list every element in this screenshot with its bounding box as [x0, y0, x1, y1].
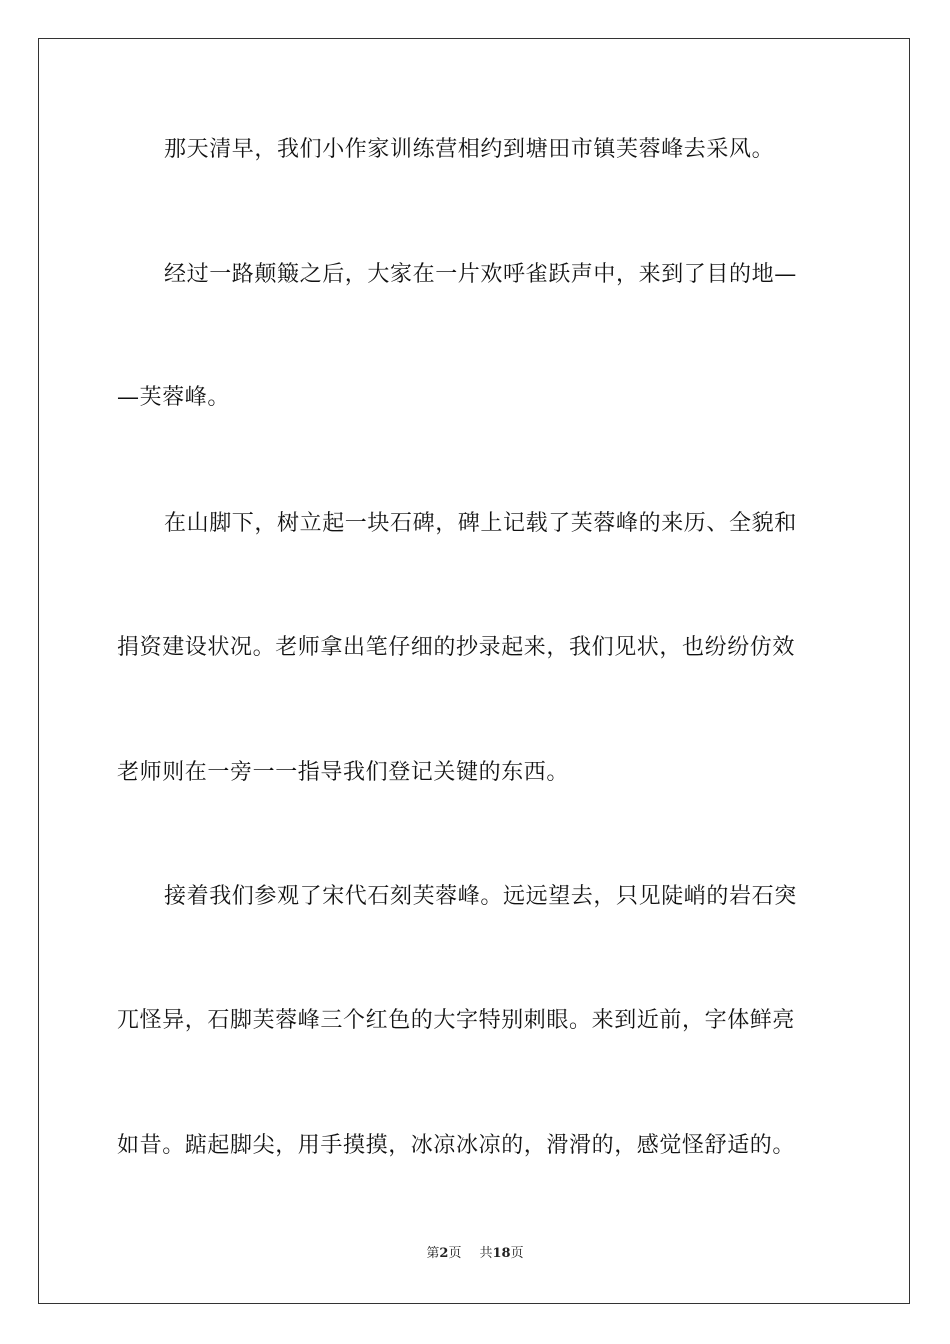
page-label-suffix: 页 [448, 1246, 462, 1261]
paragraph-line: —芙蓉峰。 [117, 385, 231, 410]
paragraph-line: 老师则在一旁一一指导我们登记关键的东西。 [117, 760, 570, 785]
total-label-prefix: 共 [479, 1246, 493, 1261]
page-footer [0, 1245, 950, 1263]
page-number: 2 [439, 1246, 449, 1261]
total-pages: 18 [492, 1246, 511, 1261]
paragraph-line: 捐资建设状况。老师拿出笔仔细的抄录起来，我们见状，也纷纷仿效 [117, 635, 796, 660]
paragraph-line: 经过一路颠簸之后，大家在一片欢呼雀跃声中，来到了目的地— [164, 262, 797, 287]
paragraph-line: 那天清早，我们小作家训练营相约到塘田市镇芙蓉峰去采风。 [164, 137, 775, 162]
paragraph-line: 在山脚下，树立起一块石碑，碑上记载了芙蓉峰的来历、全貌和 [164, 511, 797, 536]
paragraph-line: 如昔。踮起脚尖，用手摸摸，冰凉冰凉的，滑滑的，感觉怪舒适的。 [117, 1133, 796, 1158]
page-label-prefix: 第 [426, 1246, 440, 1261]
paragraph-line: 接着我们参观了宋代石刻芙蓉峰。远远望去，只见陡峭的岩石突 [164, 884, 797, 909]
paragraph-line: 兀怪异，石脚芙蓉峰三个红色的大字特别刺眼。来到近前，字体鲜亮 [117, 1008, 796, 1033]
total-label-suffix: 页 [510, 1246, 524, 1261]
page-border [38, 38, 910, 1304]
